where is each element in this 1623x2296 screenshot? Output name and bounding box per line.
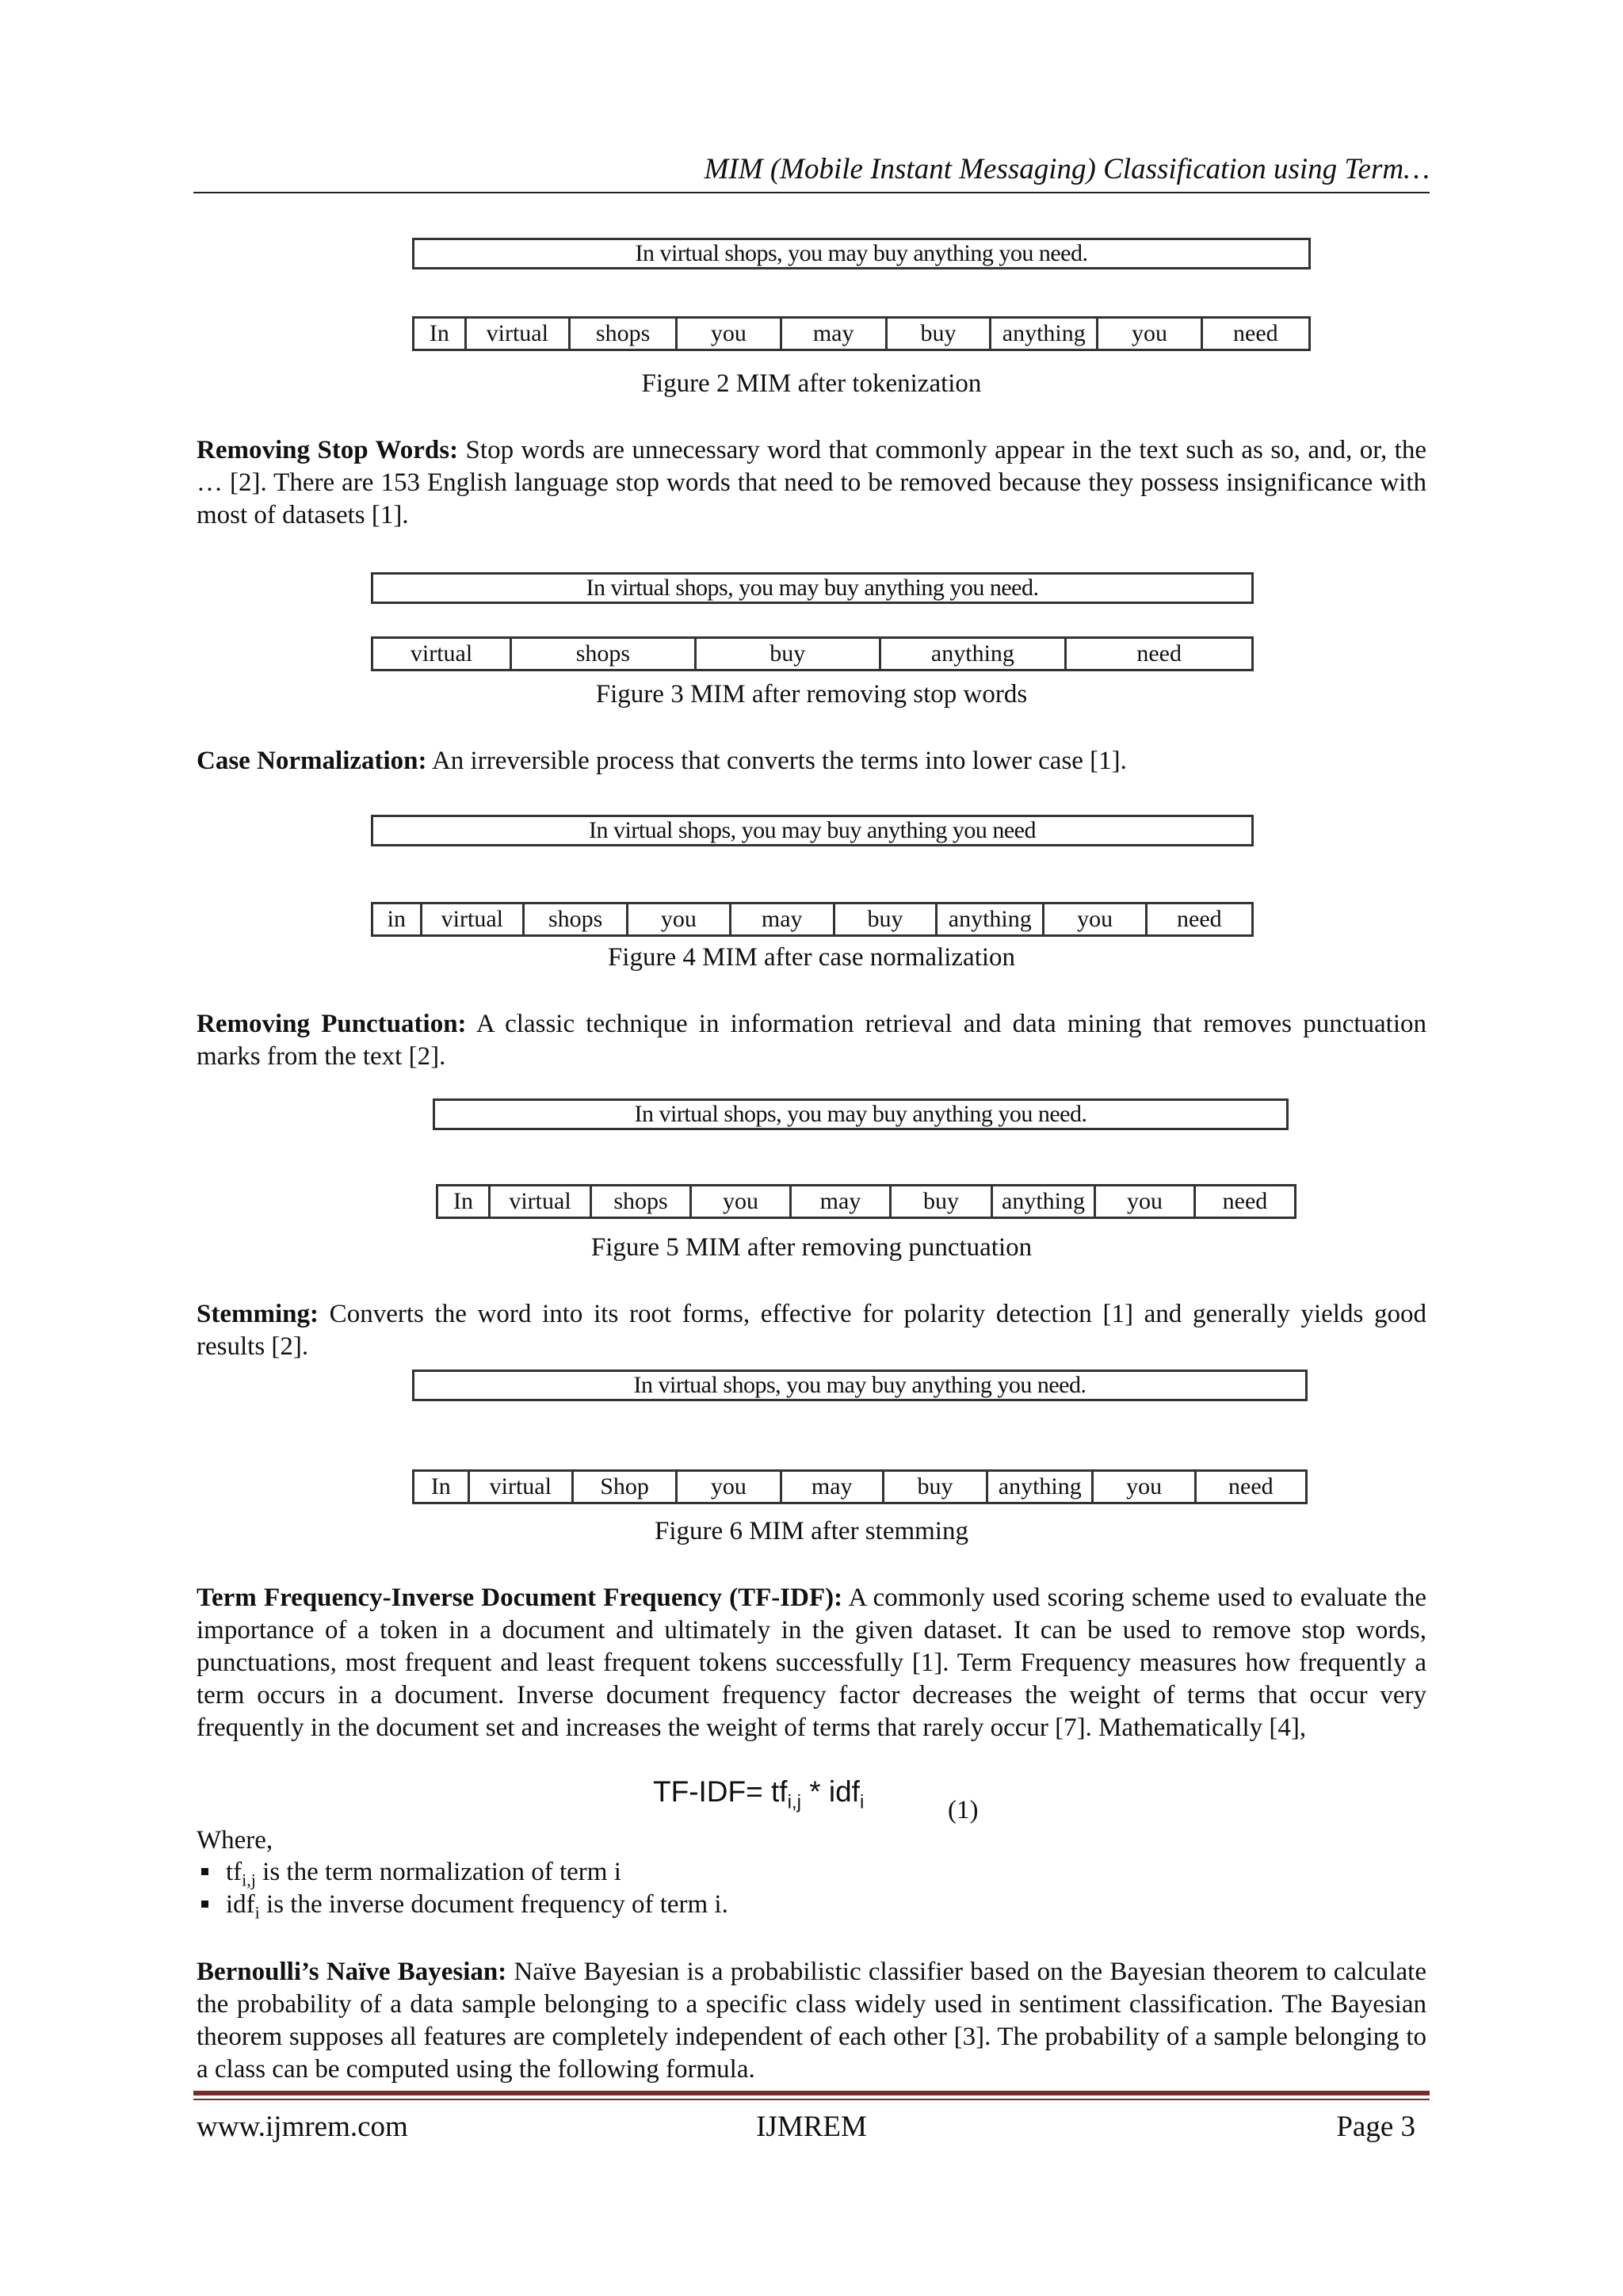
figure-6-sentence: In virtual shops, you may buy anything you need. xyxy=(412,1370,1308,1401)
token: you xyxy=(678,319,781,349)
bayes-text: Naïve Bayesian is a probabilistic classifier based on the Bayesian theorem to calculate the probability of a data sample belonging to a specific class widely used in sentiment classification. The Bayesian theorem supposes all features are completely independent of each other [3]. The probability of a sample belonging to a class can be computed using the following formula. xyxy=(197,1958,1426,2084)
punctuation-heading: Removing Punctuation: xyxy=(197,1010,467,1038)
figure-6-caption: Figure 6 MIM after stemming xyxy=(655,1517,968,1545)
figure-3-sentence: In virtual shops, you may buy anything you need. xyxy=(371,572,1254,604)
token: virtual xyxy=(470,1472,574,1502)
figure-2-caption: Figure 2 MIM after tokenization xyxy=(641,369,982,398)
bullet-term: tf xyxy=(226,1858,242,1886)
token: you xyxy=(1094,1472,1196,1502)
token: virtual xyxy=(467,319,571,349)
token: Shop xyxy=(574,1472,678,1502)
token: need xyxy=(1233,320,1278,346)
figure-4-token-row xyxy=(371,902,1254,937)
token: virtual xyxy=(373,639,512,669)
token: need xyxy=(1177,906,1222,932)
token: In xyxy=(414,1472,470,1502)
square-bullet-icon xyxy=(201,1868,208,1875)
figure-2-sentence: In virtual shops, you may buy anything you need. xyxy=(412,238,1311,269)
token: you xyxy=(1098,319,1202,349)
token: shops xyxy=(512,639,697,669)
token: anything xyxy=(938,904,1044,934)
bullet-text: is the term normalization of term i xyxy=(255,1858,621,1886)
token: In xyxy=(438,1186,491,1217)
token: virtual xyxy=(422,904,525,934)
figure-4-caption: Figure 4 MIM after case normalization xyxy=(607,943,1016,972)
token: buy xyxy=(884,1472,988,1502)
token: buy xyxy=(892,1186,993,1217)
punctuation-paragraph xyxy=(197,1008,1426,1073)
stemming-text: Converts the word into its root forms, effective for polarity detection [1] and generally yields good results [2]. xyxy=(197,1300,1426,1361)
bullet-term: idf xyxy=(226,1890,255,1919)
token: anything xyxy=(988,1472,1094,1502)
token: in xyxy=(373,904,422,934)
token: In xyxy=(414,319,467,349)
token: you xyxy=(1096,1186,1196,1217)
token: may xyxy=(792,1186,892,1217)
bayes-paragraph xyxy=(197,1956,1426,2086)
formula-subscript-i: i xyxy=(859,1791,865,1813)
figure-2-token-row xyxy=(412,316,1311,351)
token: shops xyxy=(525,904,628,934)
stop-words-heading: Removing Stop Words: xyxy=(197,436,459,464)
bullet-item xyxy=(197,1858,621,1891)
formula-lhs: TF-IDF= tf xyxy=(653,1775,788,1808)
token: virtual xyxy=(491,1186,592,1217)
bayes-heading: Bernoulli’s Naïve Bayesian: xyxy=(197,1958,507,1986)
figure-5-token-row xyxy=(436,1184,1296,1219)
footer-rule-thin xyxy=(193,2099,1430,2100)
square-bullet-icon xyxy=(201,1901,208,1908)
punctuation-text: A classic technique in information retrieval and data mining that removes punctuation marks from the text [2]. xyxy=(197,1010,1426,1071)
token: need xyxy=(1228,1473,1274,1499)
token: shops xyxy=(592,1186,692,1217)
token: you xyxy=(678,1472,781,1502)
tfidf-paragraph xyxy=(197,1582,1426,1744)
header-rule xyxy=(193,192,1430,193)
case-normalization-heading: Case Normalization: xyxy=(197,747,427,775)
token: you xyxy=(628,904,731,934)
case-normalization-paragraph xyxy=(197,745,1426,777)
where-label: Where, xyxy=(197,1826,273,1855)
equation-number: (1) xyxy=(948,1796,979,1824)
bullet-item xyxy=(197,1890,728,1924)
footer-page-number: Page 3 xyxy=(1336,2111,1415,2143)
figure-5-caption: Figure 5 MIM after removing punctuation xyxy=(590,1233,1033,1262)
figure-4-sentence: In virtual shops, you may buy anything you need xyxy=(371,815,1254,846)
bullet-text: is the inverse document frequency of term i. xyxy=(259,1890,728,1919)
figure-6-token-row xyxy=(412,1469,1308,1504)
token: buy xyxy=(697,639,881,669)
footer-rule xyxy=(193,2091,1430,2095)
token: need xyxy=(1136,640,1182,667)
stemming-heading: Stemming: xyxy=(197,1300,319,1328)
bullet-subscript: i xyxy=(254,1902,260,1923)
figure-3-token-row xyxy=(371,636,1254,671)
case-normalization-text: An irreversible process that converts the terms into lower case [1]. xyxy=(426,747,1127,775)
figure-5-sentence: In virtual shops, you may buy anything you need. xyxy=(433,1098,1289,1130)
token: buy xyxy=(888,319,991,349)
token: you xyxy=(1044,904,1147,934)
formula-subscript-ij: i,j xyxy=(787,1791,801,1813)
footer-website: www.ijmrem.com xyxy=(197,2111,408,2143)
tfidf-text: A commonly used scoring scheme used to evaluate the importance of a token in a document and ultimately in the given dataset. It can be used to remove stop words, punctuations, most frequent and least frequent tokens successfully [1]. Term Frequency measures how frequently a term occurs in a document. Inverse document frequency factor decreases the weight of terms that occur very frequently in the document set and increases the weight of terms that rarely occur [7]. Mathematically [4], xyxy=(197,1584,1426,1742)
stemming-paragraph xyxy=(197,1298,1426,1363)
token: anything xyxy=(881,639,1067,669)
footer-journal: IJMREM xyxy=(756,2111,867,2143)
stop-words-paragraph xyxy=(197,434,1426,532)
formula-operator: * idf xyxy=(800,1775,860,1808)
token: anything xyxy=(993,1186,1096,1217)
token: may xyxy=(782,1472,884,1502)
tfidf-formula xyxy=(653,1775,864,1813)
token: anything xyxy=(991,319,1098,349)
tfidf-heading: Term Frequency-Inverse Document Frequency (TF-IDF): xyxy=(197,1584,843,1612)
token: shops xyxy=(571,319,678,349)
figure-3-caption: Figure 3 MIM after removing stop words xyxy=(595,680,1028,709)
token: need xyxy=(1222,1188,1268,1214)
stop-words-text: Stop words are unnecessary word that commonly appear in the text such as so, and, or, the … [2]. There are 153 English language stop words that need to be removed because they possess insignificance with most of datasets [1]. xyxy=(197,436,1426,529)
token: may xyxy=(782,319,888,349)
token: buy xyxy=(835,904,938,934)
bullet-subscript: i,j xyxy=(242,1870,256,1890)
running-header: MIM (Mobile Instant Messaging) Classification using Term… xyxy=(704,153,1430,185)
token: you xyxy=(692,1186,792,1217)
token: may xyxy=(731,904,835,934)
